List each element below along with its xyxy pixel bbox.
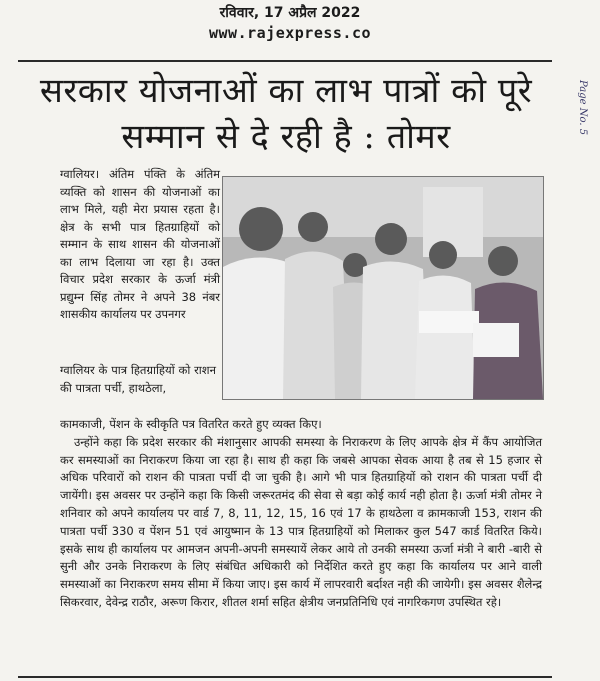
clipping-top-border (18, 60, 552, 62)
article-intro-column: ग्वालियर। अंतिम पंक्ति के अंतिम व्यक्ति को शासन की योजनाओं का लाभ मिले, यही मेरा प्रयास रहता है। क्षेत्र के सभी पात्र हितग्राहियों को सम्मान के साथ शासन की योजनाओं का लाभ दिलाया जा रहा है। उक्त विचार प्रदेश सरकार के ऊर्जा मंत्री प्रद्युम्न सिंह तोमर ने अपने 38 नंबर शासकीय कार्यालय पर उपनगर (60, 167, 220, 321)
photo-people-illustration (223, 177, 543, 399)
article-intro-column-continued: ग्वालियर के पात्र हितग्राहियों को राशन की पात्रता पर्ची, हाथठेला, (60, 363, 216, 395)
clipping-bottom-border (18, 676, 552, 678)
article-photo (222, 176, 544, 400)
article-intro-wide: कामकाजी, पेंशन के स्वीकृति पत्र वितरित करते हुए व्यक्त किए। (60, 417, 322, 431)
publication-date: रविवार, 17 अप्रैल 2022 (219, 5, 361, 21)
handwritten-page-note: Page No. 5 (577, 80, 588, 136)
publication-website: www.rajexpress.co (208, 24, 372, 42)
masthead (190, 2, 390, 52)
article-paragraph-2: उन्होंने कहा कि प्रदेश सरकार की मंशानुसार आपकी समस्या के निराकरण के लिए आपके क्षेत्र में कैंप आयोजित कर समस्याओं का निराकरण किया जा रहा है। साथ ही कहा कि जबसे आपका सेवक आया है तब से 15 हजार से अधिक परिवारों को राशन की पात्रता पर्ची दी जा चुकी है। आगे भी पात्र हितग्राहियों को राशन की पात्रता पर्ची दी जायेंगी। इस अवसर पर उन्होंने कहा कि किसी जरूरतमंद की सेवा से बड़ा कोई कार्य नही होता है। ऊर्जा मंत्री तोमर ने शनिवार को अपने कार्यालय पर वार्ड 7, 8, 11, 12, 15, 16 एवं 17 के हाथठेला व क्रामकाजी 153, राशन की पात्रता पर्ची 330 व पेंशन 51 एवं आयुष्मान के 13 पात्र हितग्राहियों को मिलाकर कुल 547 कार्ड वितरित किये। इसके साथ ही कार्यालय पर आमजन अपनी-अपनी समस्यायें लेकर आये तो उनकी समस्या ऊर्जा मंत्री ने बारी -बारी से सुनी और उनके निराकरण के लिए संबंधित अधिकारी को निर्देशित करते हुए कहा कि कार्यालय पर आने वाली समस्याओं का निराकरण समय सीमा में किया जाए। इस कार्य में लापरवारी बर्दाश्त नही की जायेगी। इस अवसर शैलेन्द्र सिकरवार, देवेन्द्र राठौर, अरूण किरार, शीतल शर्मा सहित क्षेत्रीय जनप्रतिनिधि एवं नागरिकगण उपस्थित रहे। (60, 434, 542, 609)
article-body-wide (60, 416, 542, 612)
article-headline: सरकार योजनाओं का लाभ पात्रों को पूरे सम्मान से दे रही है : तोमर (39, 71, 533, 157)
